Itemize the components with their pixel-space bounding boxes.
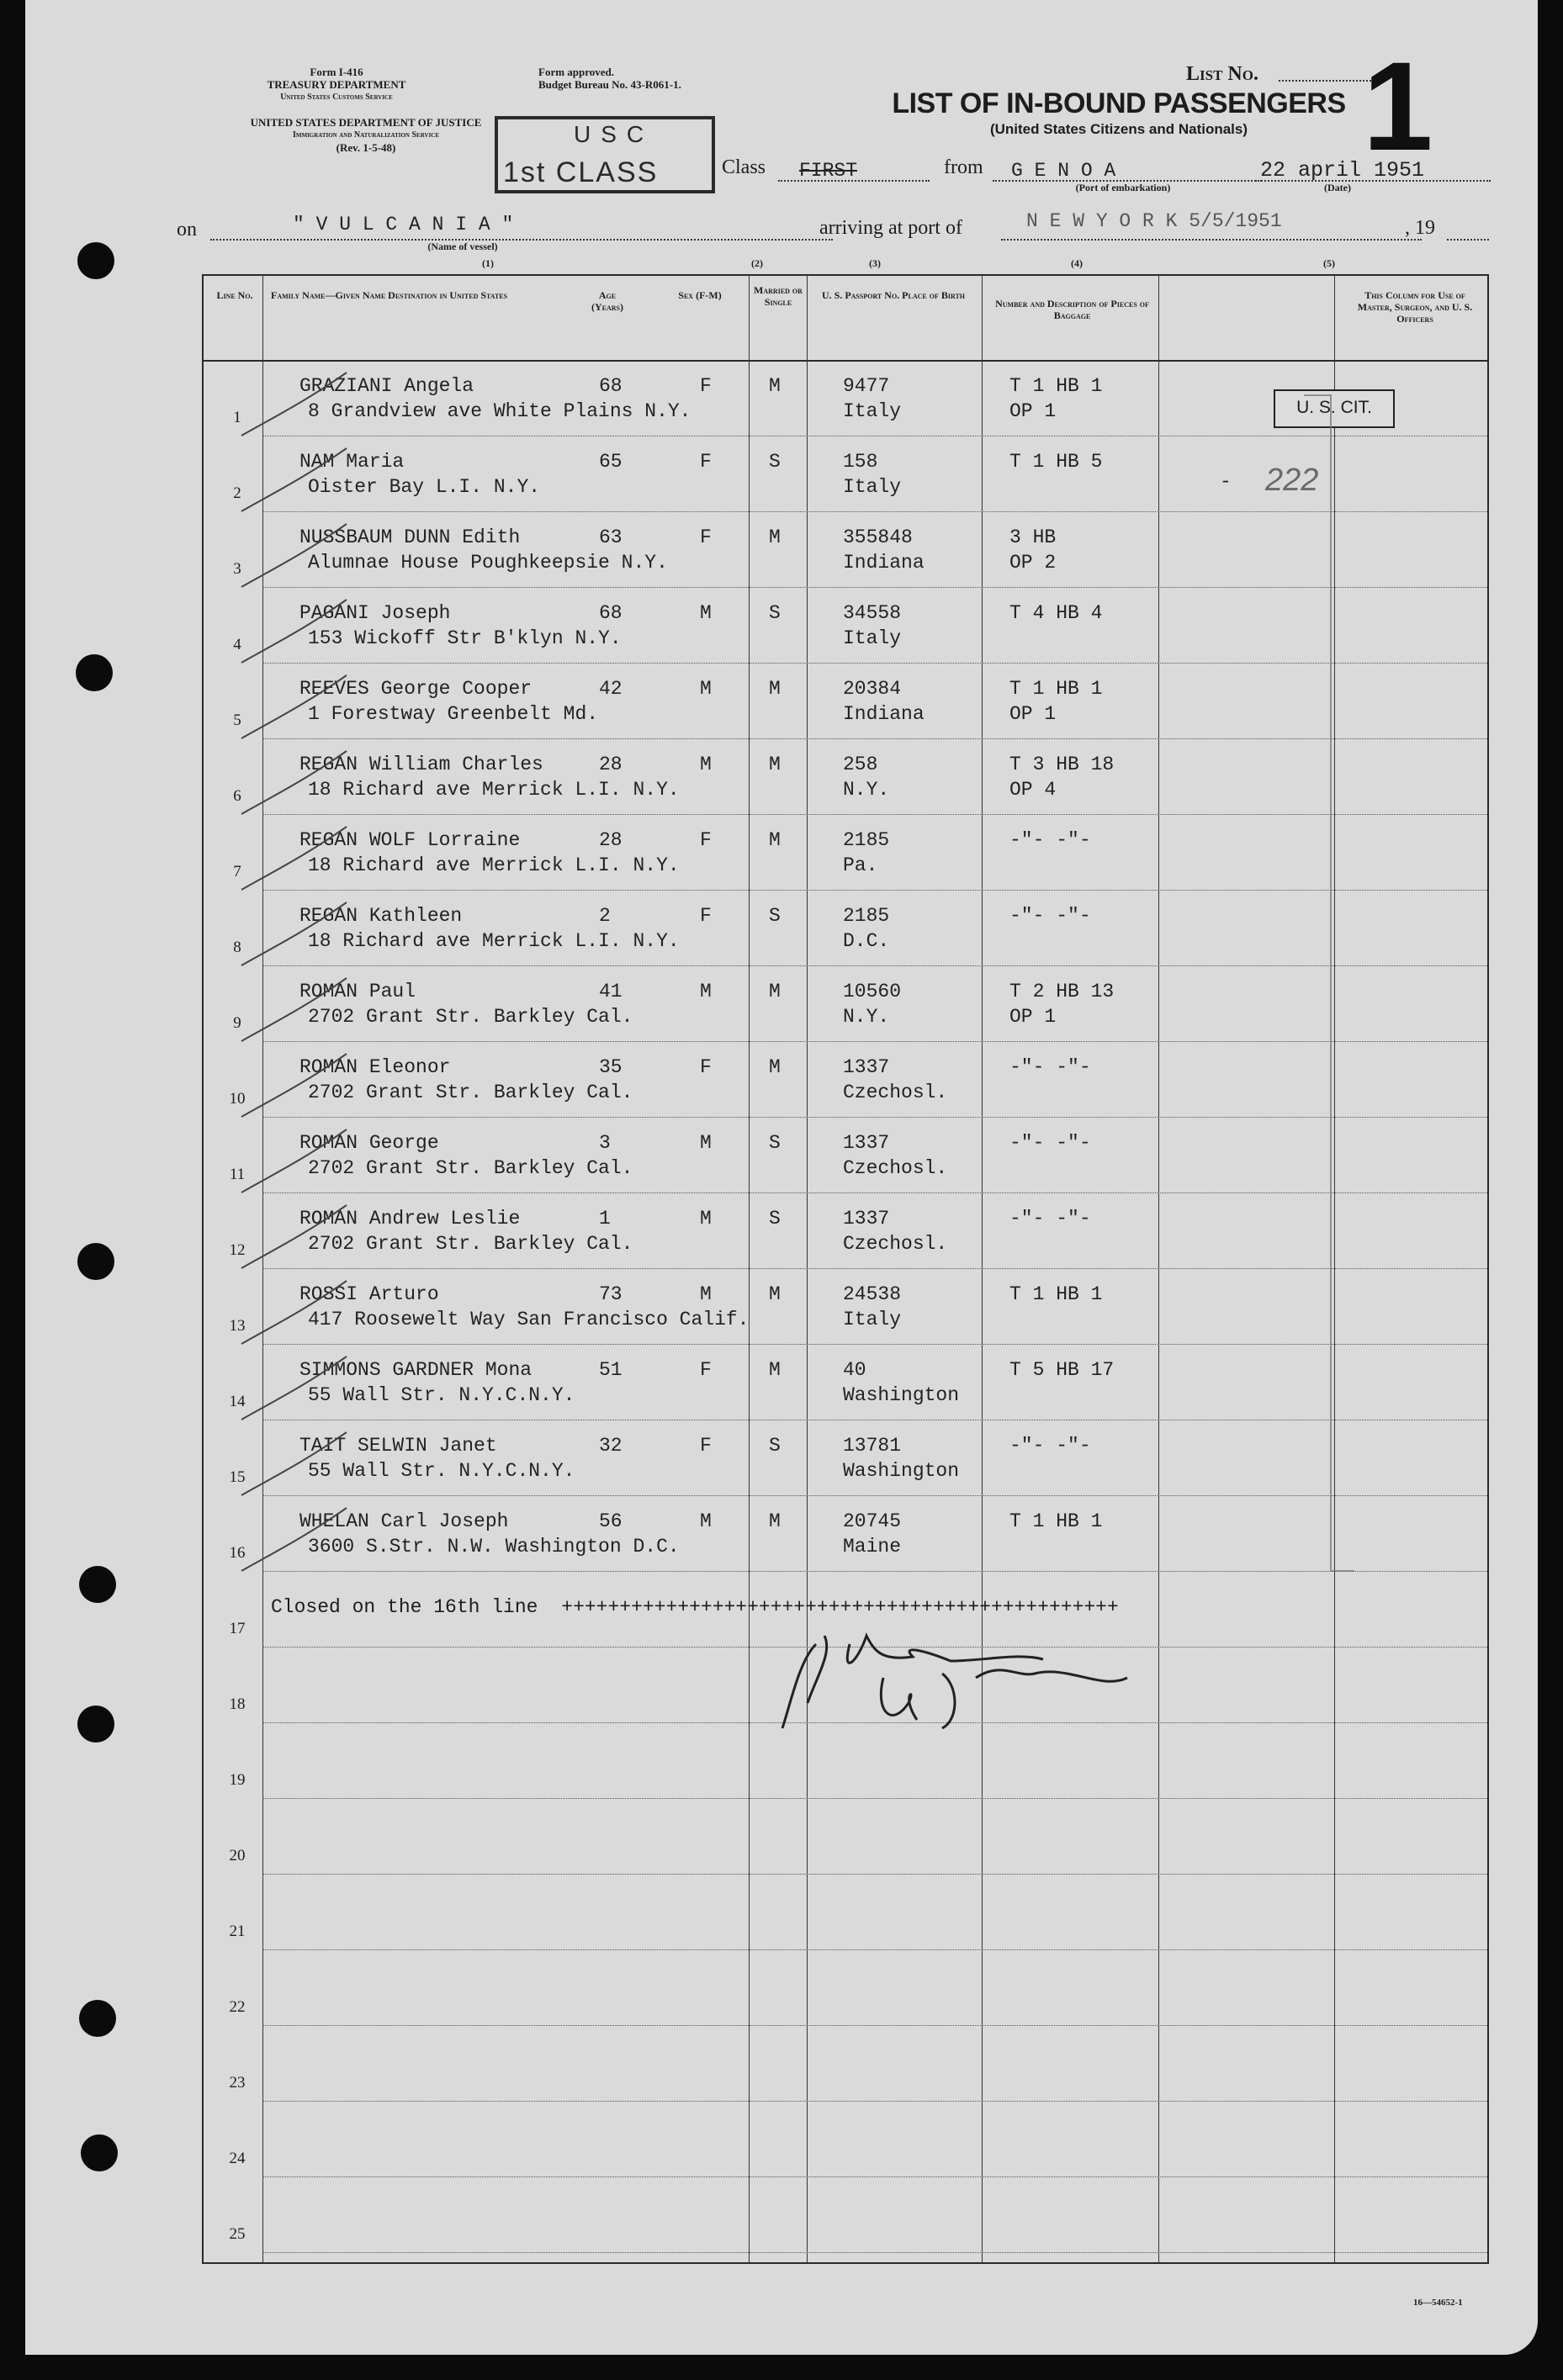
- col-head-officers: This Column for Use of Master, Surgeon, and U. S. Officers: [1357, 289, 1473, 325]
- passenger-name: PAGANI Joseph: [299, 602, 451, 624]
- passenger-age: 65: [599, 451, 623, 473]
- line-number: 16: [229, 1544, 246, 1562]
- passenger-age: 51: [599, 1359, 623, 1381]
- manifest-sheet: [25, 0, 1538, 2355]
- passenger-marital: S: [769, 1435, 781, 1457]
- passenger-address: 153 Wickoff Str B'klyn N.Y.: [308, 627, 622, 649]
- passenger-sex: F: [700, 905, 712, 927]
- passenger-name: ROMAN Eleonor: [299, 1056, 451, 1078]
- footer-form-number: 16—54652-1: [1413, 2298, 1463, 2308]
- passenger-marital: S: [769, 451, 781, 473]
- place-of-birth: Maine: [843, 1536, 902, 1558]
- baggage-main: -"- -"-: [1009, 1208, 1091, 1230]
- from-label: from: [944, 156, 983, 178]
- officer-column-bracket: [25, 0, 1538, 2355]
- col-head-baggage: Number and Description of Pieces of Baggage: [995, 298, 1149, 321]
- on-label: on: [177, 219, 197, 241]
- passenger-address: 18 Richard ave Merrick L.I. N.Y.: [308, 930, 680, 952]
- passport-number: 158: [843, 451, 878, 473]
- passenger-sex: M: [700, 981, 712, 1002]
- passenger-name: TAIT SELWIN Janet: [299, 1435, 497, 1457]
- place-of-birth: Italy: [843, 627, 902, 649]
- passenger-marital: S: [769, 905, 781, 927]
- baggage-main: T 1 HB 1: [1009, 375, 1103, 397]
- passenger-sex: M: [700, 602, 712, 624]
- place-of-birth: Indiana: [843, 552, 925, 574]
- baggage-main: T 1 HB 1: [1009, 1283, 1103, 1305]
- col-num-1: (1): [482, 257, 494, 269]
- passenger-age: 68: [599, 602, 623, 624]
- closed-crosses: ++++++++++++++++++++++++++++++++++++++++++++++++: [561, 1596, 1119, 1618]
- passenger-age: 28: [599, 754, 623, 775]
- baggage-main: -"- -"-: [1009, 905, 1091, 927]
- baggage-extra: OP 2: [1009, 552, 1057, 574]
- passenger-address: 2702 Grant Str. Barkley Cal.: [308, 1157, 633, 1179]
- place-of-birth: Washington: [843, 1460, 960, 1482]
- passenger-marital: M: [769, 526, 781, 548]
- vessel-name: " V U L C A N I A ": [293, 214, 514, 235]
- line-number: 4: [233, 636, 241, 653]
- place-of-birth: N.Y.: [843, 779, 890, 801]
- place-of-birth: D.C.: [843, 930, 890, 952]
- baggage-main: T 1 HB 1: [1009, 1510, 1103, 1532]
- passenger-address: 8 Grandview ave White Plains N.Y.: [308, 400, 691, 422]
- line-number: 3: [233, 560, 241, 578]
- passenger-age: 28: [599, 829, 623, 851]
- col-head-name: Family Name—Given Name Destination in United States: [271, 289, 508, 301]
- baggage-extra: OP 1: [1009, 1006, 1057, 1028]
- passenger-address: 55 Wall Str. N.Y.C.N.Y.: [308, 1384, 575, 1406]
- form-subtitle: (United States Citizens and Nationals): [989, 121, 1248, 137]
- line-number: 15: [229, 1468, 246, 1486]
- passenger-name: WHELAN Carl Joseph: [299, 1510, 509, 1532]
- passport-number: 34558: [843, 602, 902, 624]
- passenger-age: 63: [599, 526, 623, 548]
- passenger-name: ROSSI Arturo: [299, 1283, 439, 1305]
- passenger-address: 2702 Grant Str. Barkley Cal.: [308, 1082, 633, 1103]
- dept-justice: UNITED STATES DEPARTMENT OF JUSTICE: [250, 116, 482, 129]
- passport-number: 2185: [843, 905, 890, 927]
- place-of-birth: Italy: [843, 476, 902, 498]
- passenger-address: Alumnae House Poughkeepsie N.Y.: [308, 552, 668, 574]
- passport-number: 13781: [843, 1435, 902, 1457]
- passenger-address: 2702 Grant Str. Barkley Cal.: [308, 1006, 633, 1028]
- place-of-birth: Italy: [843, 1309, 902, 1330]
- line-number: 19: [229, 1771, 246, 1789]
- passenger-name: ROMAN George: [299, 1132, 439, 1154]
- line-number: 21: [229, 1923, 246, 1940]
- passenger-name: NAM Maria: [299, 451, 405, 473]
- year-label: , 19: [1405, 217, 1435, 239]
- passenger-name: SIMMONS GARDNER Mona: [299, 1359, 532, 1381]
- line-number: 20: [229, 1847, 246, 1864]
- line-number: 14: [229, 1393, 246, 1410]
- signature-icon: [766, 1627, 1237, 1753]
- budget-bureau: Budget Bureau No. 43-R061-1.: [538, 78, 681, 91]
- port-embarkation: G E N O A: [1011, 160, 1116, 182]
- col-head-married: Married or Single: [754, 284, 803, 308]
- passenger-marital: M: [769, 1359, 781, 1381]
- passenger-sex: M: [700, 1510, 712, 1532]
- passenger-age: 35: [599, 1056, 623, 1078]
- col-num-2: (2): [751, 257, 763, 269]
- place-of-birth: Pa.: [843, 854, 878, 876]
- passenger-name: REEVES George Cooper: [299, 678, 532, 700]
- form-title: LIST OF IN-BOUND PASSENGERS: [892, 87, 1346, 119]
- col-head-passport: U. S. Passport No. Place of Birth: [821, 289, 965, 301]
- class-value: FIRST: [799, 160, 858, 182]
- line-number: 6: [233, 787, 241, 805]
- passenger-address: 2702 Grant Str. Barkley Cal.: [308, 1233, 633, 1255]
- passport-number: 1337: [843, 1056, 890, 1078]
- passenger-sex: M: [700, 678, 712, 700]
- passenger-marital: S: [769, 1208, 781, 1230]
- baggage-main: -"- -"-: [1009, 1435, 1091, 1457]
- passenger-sex: F: [700, 451, 712, 473]
- line-number: 1: [233, 409, 241, 426]
- closed-text: Closed on the 16th line: [271, 1596, 538, 1618]
- line-number: 7: [233, 863, 241, 881]
- passenger-age: 32: [599, 1435, 623, 1457]
- place-of-birth: N.Y.: [843, 1006, 890, 1028]
- passenger-marital: M: [769, 754, 781, 775]
- passport-number: 24538: [843, 1283, 902, 1305]
- baggage-main: T 4 HB 4: [1009, 602, 1103, 624]
- line-number: 13: [229, 1317, 246, 1335]
- passenger-address: 18 Richard ave Merrick L.I. N.Y.: [308, 854, 680, 876]
- col-head-sex: Sex (F-M): [678, 289, 722, 301]
- stamp-usc: USC: [574, 121, 654, 147]
- col-num-4: (4): [1071, 257, 1083, 269]
- date-caption: (Date): [1324, 182, 1351, 193]
- passport-number: 40: [843, 1359, 866, 1381]
- passport-number: 9477: [843, 375, 890, 397]
- passport-number: 1337: [843, 1208, 890, 1230]
- passenger-marital: M: [769, 678, 781, 700]
- line-number: 17: [229, 1620, 246, 1637]
- passenger-sex: F: [700, 375, 712, 397]
- passenger-address: 417 Roosewelt Way San Francisco Calif.: [308, 1309, 750, 1330]
- place-of-birth: Czechosl.: [843, 1082, 948, 1103]
- line-number: 5: [233, 711, 241, 729]
- passenger-name: REGAN WOLF Lorraine: [299, 829, 521, 851]
- passenger-name: ROMAN Paul: [299, 981, 416, 1002]
- passenger-address: Oister Bay L.I. N.Y.: [308, 476, 541, 498]
- passport-number: 2185: [843, 829, 890, 851]
- passenger-age: 68: [599, 375, 623, 397]
- passenger-sex: M: [700, 1132, 712, 1154]
- passenger-marital: S: [769, 602, 781, 624]
- passenger-age: 1: [599, 1208, 611, 1230]
- place-of-birth: Czechosl.: [843, 1233, 948, 1255]
- passenger-age: 73: [599, 1283, 623, 1305]
- line-number: 22: [229, 1998, 246, 2016]
- class-label: Class: [722, 156, 766, 178]
- passenger-sex: M: [700, 1283, 712, 1305]
- list-no-value: 1: [1363, 35, 1433, 177]
- officer-number: 222: [1265, 463, 1319, 498]
- stamp-class: 1st CLASS: [503, 156, 659, 188]
- passenger-sex: M: [700, 754, 712, 775]
- line-number: 12: [229, 1241, 246, 1259]
- passenger-address: 18 Richard ave Merrick L.I. N.Y.: [308, 779, 680, 801]
- passenger-sex: F: [700, 1435, 712, 1457]
- passport-number: 258: [843, 754, 878, 775]
- passenger-age: 3: [599, 1132, 611, 1154]
- passenger-name: NUSSBAUM DUNN Edith: [299, 526, 521, 548]
- line-number: 10: [229, 1090, 246, 1108]
- baggage-extra: OP 1: [1009, 400, 1057, 422]
- line-number: 9: [233, 1014, 241, 1032]
- passenger-sex: F: [700, 1056, 712, 1078]
- passenger-marital: M: [769, 829, 781, 851]
- date-value: 22 april 1951: [1260, 158, 1425, 182]
- baggage-main: 3 HB: [1009, 526, 1057, 548]
- passenger-address: 55 Wall Str. N.Y.C.N.Y.: [308, 1460, 575, 1482]
- form-number: Form I-416: [310, 66, 363, 78]
- passenger-name: REGAN Kathleen: [299, 905, 463, 927]
- revision: (Rev. 1-5-48): [336, 141, 396, 154]
- arriving-label: arriving at port of: [819, 217, 962, 239]
- passenger-age: 56: [599, 1510, 623, 1532]
- form-approved: Form approved.: [538, 66, 615, 78]
- place-of-birth: Washington: [843, 1384, 960, 1406]
- us-cit-stamp: U. S. CIT.: [1274, 389, 1395, 428]
- passenger-address: 3600 S.Str. N.W. Washington D.C.: [308, 1536, 680, 1558]
- port-caption: (Port of embarkation): [1075, 182, 1171, 193]
- ins-service: Immigration and Naturalization Service: [292, 130, 440, 140]
- line-number: 11: [229, 1166, 246, 1183]
- col-head-line-no: Line No.: [216, 289, 253, 301]
- passenger-address: 1 Forestway Greenbelt Md.: [308, 703, 599, 725]
- line-number: 24: [229, 2150, 246, 2167]
- baggage-extra: OP 1: [1009, 703, 1057, 725]
- place-of-birth: Italy: [843, 400, 902, 422]
- baggage-main: -"- -"-: [1009, 1132, 1091, 1154]
- passport-number: 10560: [843, 981, 902, 1002]
- list-no-label: List No.: [1186, 63, 1258, 85]
- place-of-birth: Indiana: [843, 703, 925, 725]
- passenger-marital: M: [769, 1283, 781, 1305]
- passenger-marital: M: [769, 981, 781, 1002]
- passport-number: 1337: [843, 1132, 890, 1154]
- passenger-name: ROMAN Andrew Leslie: [299, 1208, 521, 1230]
- arrival-port: N E W Y O R K 5/5/1951: [1026, 210, 1282, 232]
- baggage-main: T 5 HB 17: [1009, 1359, 1115, 1381]
- customs-service: United States Customs Service: [280, 93, 393, 102]
- passenger-marital: M: [769, 1056, 781, 1078]
- passenger-marital: M: [769, 1510, 781, 1532]
- baggage-main: T 1 HB 1: [1009, 678, 1103, 700]
- passenger-sex: M: [700, 1208, 712, 1230]
- passenger-age: 2: [599, 905, 611, 927]
- officer-dash: -: [1220, 471, 1232, 493]
- passenger-sex: F: [700, 526, 712, 548]
- line-number: 25: [229, 2225, 246, 2243]
- baggage-main: -"- -"-: [1009, 829, 1091, 851]
- baggage-main: -"- -"-: [1009, 1056, 1091, 1078]
- passport-number: 20384: [843, 678, 902, 700]
- col-num-3: (3): [869, 257, 881, 269]
- passenger-sex: F: [700, 1359, 712, 1381]
- baggage-main: T 2 HB 13: [1009, 981, 1115, 1002]
- passenger-sex: F: [700, 829, 712, 851]
- line-number: 8: [233, 939, 241, 956]
- passenger-marital: M: [769, 375, 781, 397]
- baggage-main: T 3 HB 18: [1009, 754, 1115, 775]
- passenger-name: GRAZIANI Angela: [299, 375, 474, 397]
- passport-number: 355848: [843, 526, 913, 548]
- col-num-5: (5): [1323, 257, 1335, 269]
- line-number: 23: [229, 2074, 246, 2092]
- passport-number: 20745: [843, 1510, 902, 1532]
- passenger-age: 42: [599, 678, 623, 700]
- passenger-age: 41: [599, 981, 623, 1002]
- baggage-main: T 1 HB 5: [1009, 451, 1103, 473]
- col-head-age: Age (Years): [591, 289, 623, 313]
- passenger-name: REGAN William Charles: [299, 754, 543, 775]
- closed-statement: [271, 1596, 1119, 1618]
- line-number: 2: [233, 484, 241, 502]
- place-of-birth: Czechosl.: [843, 1157, 948, 1179]
- passenger-marital: S: [769, 1132, 781, 1154]
- treasury-dept: TREASURY DEPARTMENT: [267, 78, 406, 91]
- line-number: 18: [229, 1695, 246, 1713]
- baggage-extra: OP 4: [1009, 779, 1057, 801]
- vessel-caption: (Name of vessel): [427, 241, 498, 252]
